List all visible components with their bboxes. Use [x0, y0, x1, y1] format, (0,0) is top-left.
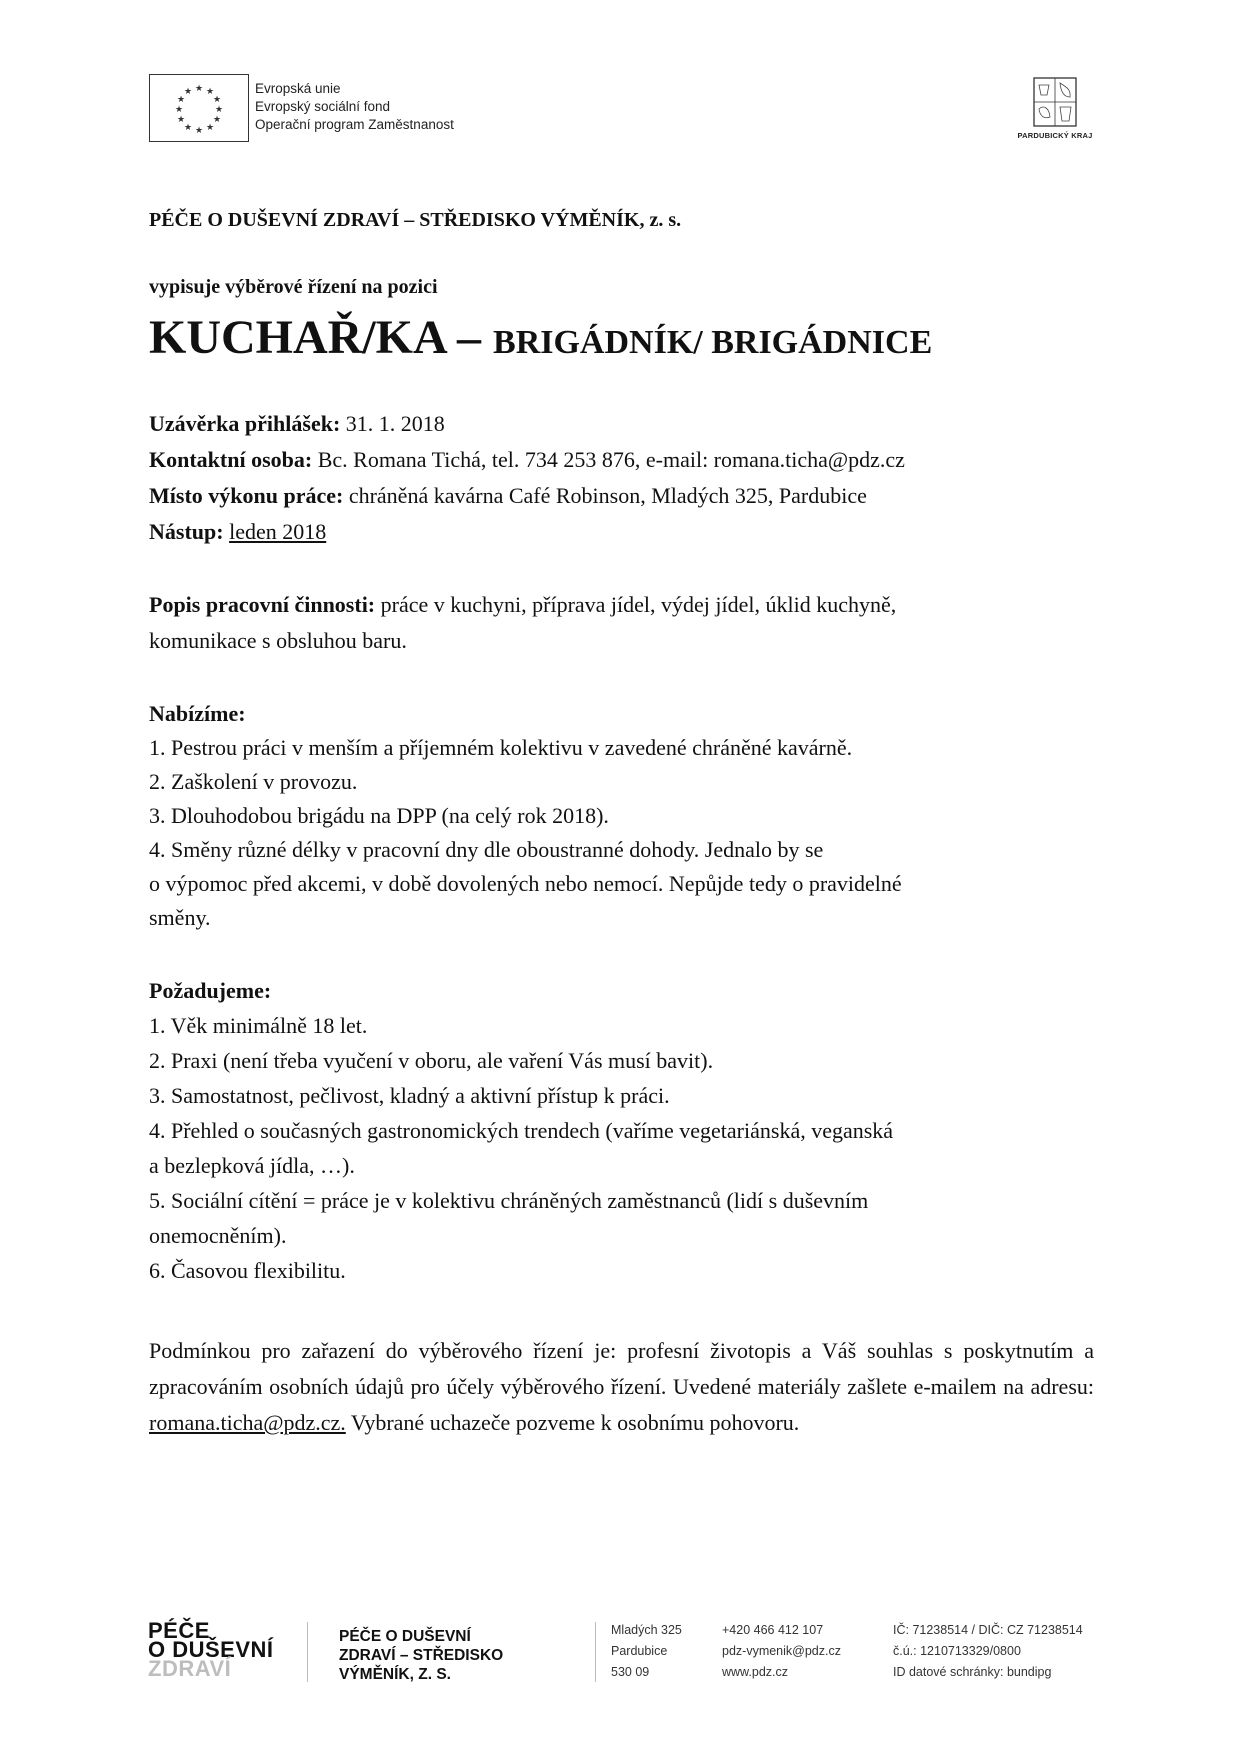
intro-text: vypisuje výběrové řízení na pozici	[149, 276, 438, 298]
job-description-line	[149, 587, 896, 623]
place-line	[149, 478, 867, 514]
footer-divider	[595, 1622, 596, 1682]
closing-paragraph	[149, 1333, 1094, 1441]
list-item: 6. Časovou flexibilitu.	[149, 1258, 346, 1283]
footer-org-line: VÝMĚNÍK, Z. S.	[339, 1666, 451, 1683]
offer-heading-text: Nabízíme:	[149, 701, 246, 726]
eu-logo-text	[255, 80, 454, 134]
list-item: 2. Zaškolení v provozu.	[149, 769, 358, 794]
footer-logo-line: O DUŠEVNÍ	[148, 1637, 274, 1662]
require-heading-text: Požadujeme:	[149, 978, 272, 1003]
job-text: práce v kuchyni, příprava jídel, výdej jídel, úklid kuchyně,	[375, 592, 897, 617]
footer-ids	[893, 1620, 1083, 1683]
svg-text:★: ★	[212, 95, 222, 105]
list-item: onemocněním).	[149, 1223, 287, 1248]
footer-web-link[interactable]: www.pdz.cz	[722, 1665, 788, 1679]
job-description-line: komunikace s obsluhou baru.	[149, 628, 407, 653]
closing-email-link[interactable]: romana.ticha@pdz.cz.	[149, 1410, 346, 1435]
place-label: Místo výkonu práce:	[149, 483, 344, 508]
region-emblem-icon	[1033, 77, 1077, 127]
list-item: směny.	[149, 905, 211, 930]
footer-org-line: ZDRAVÍ – STŘEDISKO	[339, 1647, 504, 1664]
footer-id-line: č.ú.: 1210713329/0800	[893, 1644, 1021, 1658]
footer-logo-line: PÉČE	[148, 1618, 210, 1643]
svg-text:★: ★	[205, 123, 215, 133]
svg-text:★: ★	[174, 105, 184, 115]
closing-text: Vybrané uchazeče pozveme k osobnímu pohovoru.	[345, 1410, 800, 1435]
deadline-line	[149, 406, 445, 442]
svg-text:★: ★	[205, 87, 215, 97]
footer-address-line: 530 09	[611, 1665, 650, 1679]
closing-text: Podmínkou pro zařazení do výběrového řízení je: profesní životopis a Váš souhlas s poskytnutím a zpracováním osobních údajů pro účely výběrového řízení. Uvedené materiály zašlete e-mailem na adresu:	[149, 1338, 1094, 1399]
footer-address	[611, 1620, 682, 1683]
svg-text:★: ★	[183, 123, 193, 133]
eu-stars-icon	[150, 75, 248, 141]
deadline-label: Uzávěrka přihlášek:	[149, 411, 341, 436]
list-item: 3. Dlouhodobou brigádu na DPP (na celý rok 2018).	[149, 803, 609, 828]
job-title	[149, 310, 932, 365]
list-item: 1. Pestrou práci v menším a příjemném kolektivu v zavedené chráněné kavárně.	[149, 735, 853, 760]
start-label: Nástup:	[149, 519, 224, 544]
job-label: Popis pracovní činnosti:	[149, 592, 376, 617]
footer-email-link[interactable]: pdz-vymenik@pdz.cz	[722, 1644, 841, 1658]
list-item: 3. Samostatnost, pečlivost, kladný a aktivní přístup k práci.	[149, 1083, 670, 1108]
organization-name: PÉČE O DUŠEVNÍ ZDRAVÍ – STŘEDISKO VÝMĚNÍK, z. s.	[149, 209, 682, 231]
footer-address-line: Mladých 325	[611, 1623, 682, 1637]
footer-divider	[307, 1622, 308, 1682]
footer-org-line: PÉČE O DUŠEVNÍ	[339, 1628, 471, 1645]
list-item: 2. Praxi (není třeba vyučení v oboru, ale vaření Vás musí bavit).	[149, 1048, 714, 1073]
eu-flag-logo	[149, 74, 249, 142]
list-item: 4. Přehled o současných gastronomických trendech (vaříme vegetariánská, veganská	[149, 1118, 894, 1143]
svg-text:★: ★	[214, 105, 224, 115]
place-value: chráněná kavárna Café Robinson, Mladých 325, Pardubice	[343, 483, 867, 508]
footer-address-line: Pardubice	[611, 1644, 668, 1658]
deadline-value: 31. 1. 2018	[340, 411, 445, 436]
footer-logo-line: ZDRAVÍ	[148, 1656, 232, 1681]
contact-value: Bc. Romana Tichá, tel. 734 253 876, e-mail: romana.ticha@pdz.cz	[312, 447, 905, 472]
list-item: 4. Směny různé délky v pracovní dny dle oboustranné dohody. Jednalo by se	[149, 837, 824, 862]
title-sub: BRIGÁDNÍK/ BRIGÁDNICE	[493, 324, 933, 361]
footer-id-line: ID datové schránky: bundipg	[893, 1665, 1052, 1679]
svg-text:★: ★	[176, 115, 186, 125]
contact-label: Kontaktní osoba:	[149, 447, 313, 472]
svg-text:★: ★	[194, 126, 204, 136]
require-heading	[149, 973, 271, 1009]
start-value: leden 2018	[229, 519, 327, 544]
footer-org-name	[339, 1627, 503, 1684]
eu-line: Evropský sociální fond	[255, 99, 391, 114]
svg-text:★: ★	[183, 87, 193, 97]
contact-line	[149, 442, 905, 478]
footer-logo	[148, 1618, 274, 1681]
offer-heading	[149, 696, 246, 732]
list-item: 5. Sociální cítění = práce je v kolektivu chráněných zaměstnanců (lidí s duševním	[149, 1188, 869, 1213]
footer-phone: +420 466 412 107	[722, 1623, 824, 1637]
list-item: o výpomoc před akcemi, v době dovolených nebo nemocí. Nepůjde tedy o pravidelné	[149, 871, 902, 896]
footer-contact	[722, 1620, 841, 1683]
footer-id-line: IČ: 71238514 / DIČ: CZ 71238514	[893, 1623, 1083, 1637]
title-main: KUCHAŘ/KA –	[149, 311, 494, 364]
svg-text:★: ★	[212, 115, 222, 125]
eu-line: Evropská unie	[255, 81, 341, 96]
svg-text:★: ★	[194, 84, 204, 94]
list-item: a bezlepková jídla, …).	[149, 1153, 355, 1178]
list-item: 1. Věk minimálně 18 let.	[149, 1013, 368, 1038]
svg-text:★: ★	[176, 95, 186, 105]
eu-line: Operační program Zaměstnanost	[255, 117, 454, 132]
region-label: PARDUBICKÝ KRAJ	[1017, 131, 1093, 140]
start-line	[149, 514, 326, 550]
